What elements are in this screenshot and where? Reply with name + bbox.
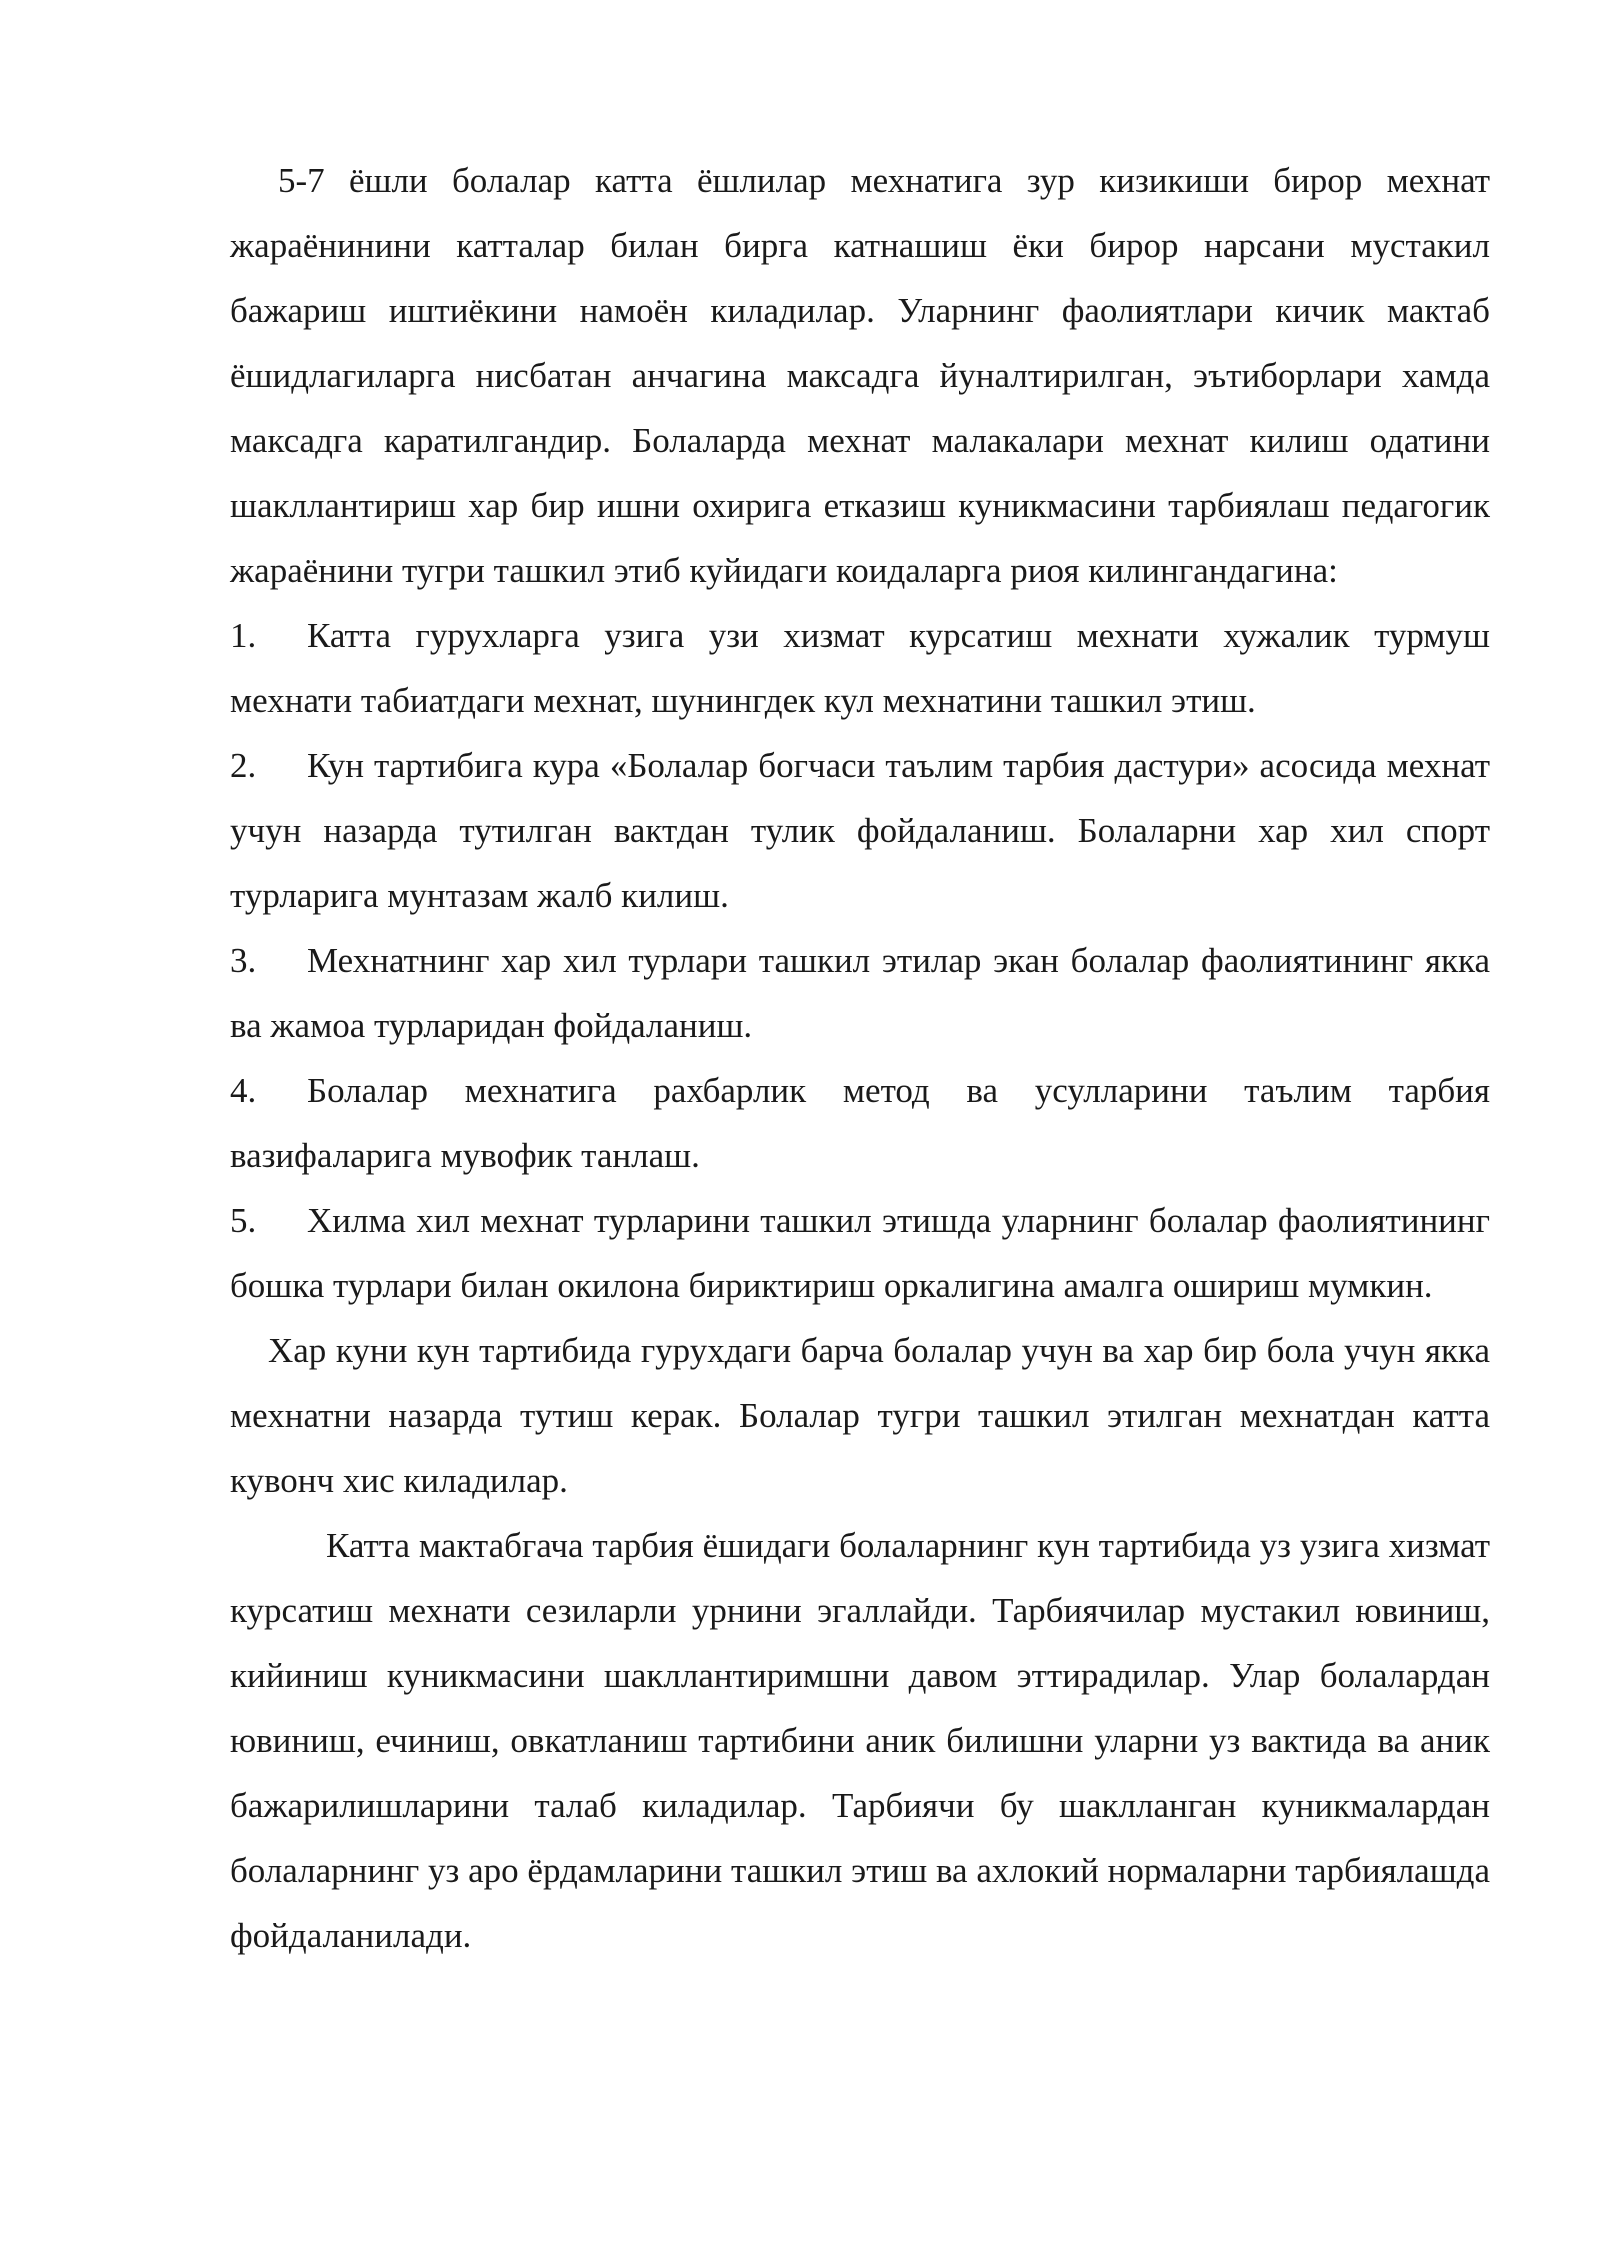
list-number: 3. [230,941,257,980]
list-item-text: Кун тартибига кура «Болалар богчаси таълим тарбия дастури» асосида мехнат учун назарда тутилган вактдан тулик фойдаланиш. Болаларни хар хил спорт турларига мунтазам жалб килиш. [230,746,1490,915]
list-item-1 [230,603,1490,733]
list-number: 1. [230,616,257,655]
list-number: 5. [230,1201,257,1240]
list-item-text: Катта гурухларга узига узи хизмат курсатиш мехнати хужалик турмуш мехнати табиатдаги мехнат, шунингдек кул мехнатини ташкил этиш. [230,616,1490,720]
list-item-text: Болалар мехнатига рахбарлик метод ва усулларини таълим тарбия вазифаларига мувофик танлаш. [230,1071,1490,1175]
body-paragraph-intro: 5-7 ёшли болалар катта ёшлилар мехнатига зур кизикиши бирор мехнат жараёнинини катталар билан бирга катнашиш ёки бирор нарсани мустакил бажариш иштиёкини намоён киладилар. Уларнинг фаолиятлари кичик мактаб ёшидлагиларга нисбатан анчагина максадга йуналтирилган, эътиборлари хамда максадга каратилгандир. Болаларда мехнат малакалари мехнат килиш одатини шакллантириш хар бир ишни охирига етказиш куникмасини тарбиялаш педагогик жараёнини тугри ташкил этиб куйидаги коидаларга риоя килингандагина: [230,161,1490,590]
list-item-text: Хилма хил мехнат турларини ташкил этишда уларнинг болалар фаолиятининг бошка турлари билан окилона бириктириш оркалигина амалга ошириш мумкин. [230,1201,1490,1305]
list-item-4 [230,1058,1490,1188]
list-item-3 [230,928,1490,1058]
list-item-text: Мехнатнинг хар хил турлари ташкил этилар экан болалар фаолиятининг якка ва жамоа турларидан фойдаланиш. [230,941,1490,1045]
list-number: 2. [230,746,257,785]
body-paragraph-selfcare: Катта мактабгача тарбия ёшидаги болаларнинг кун тартибида уз узига хизмат курсатиш мехнати сезиларли урнини эгаллайди. Тарбиячилар мустакил ювиниш, кийиниш куникмасини шакллантиримшни давом эттирадилар. Улар болалардан ювиниш, ечиниш, овкатланиш тартибини аник билишни уларни уз вактида ва аник бажарилишларини талаб киладилар. Тарбиячи бу шаклланган куникмалардан болаларнинг уз аро ёрдамларини ташкил этиш ва ахлокий нормаларни тарбиялашда фойдаланилади. [230,1526,1490,1955]
body-paragraph-daily: Хар куни кун тартибида гурухдаги барча болалар учун ва хар бир бола учун якка мехнатни назарда тутиш керак. Болалар тугри ташкил этилган мехнатдан катта кувонч хис киладилар. [230,1331,1490,1500]
list-item-2 [230,733,1490,928]
list-item-5 [230,1188,1490,1318]
document-page [230,148,1490,1968]
list-number: 4. [230,1071,257,1110]
